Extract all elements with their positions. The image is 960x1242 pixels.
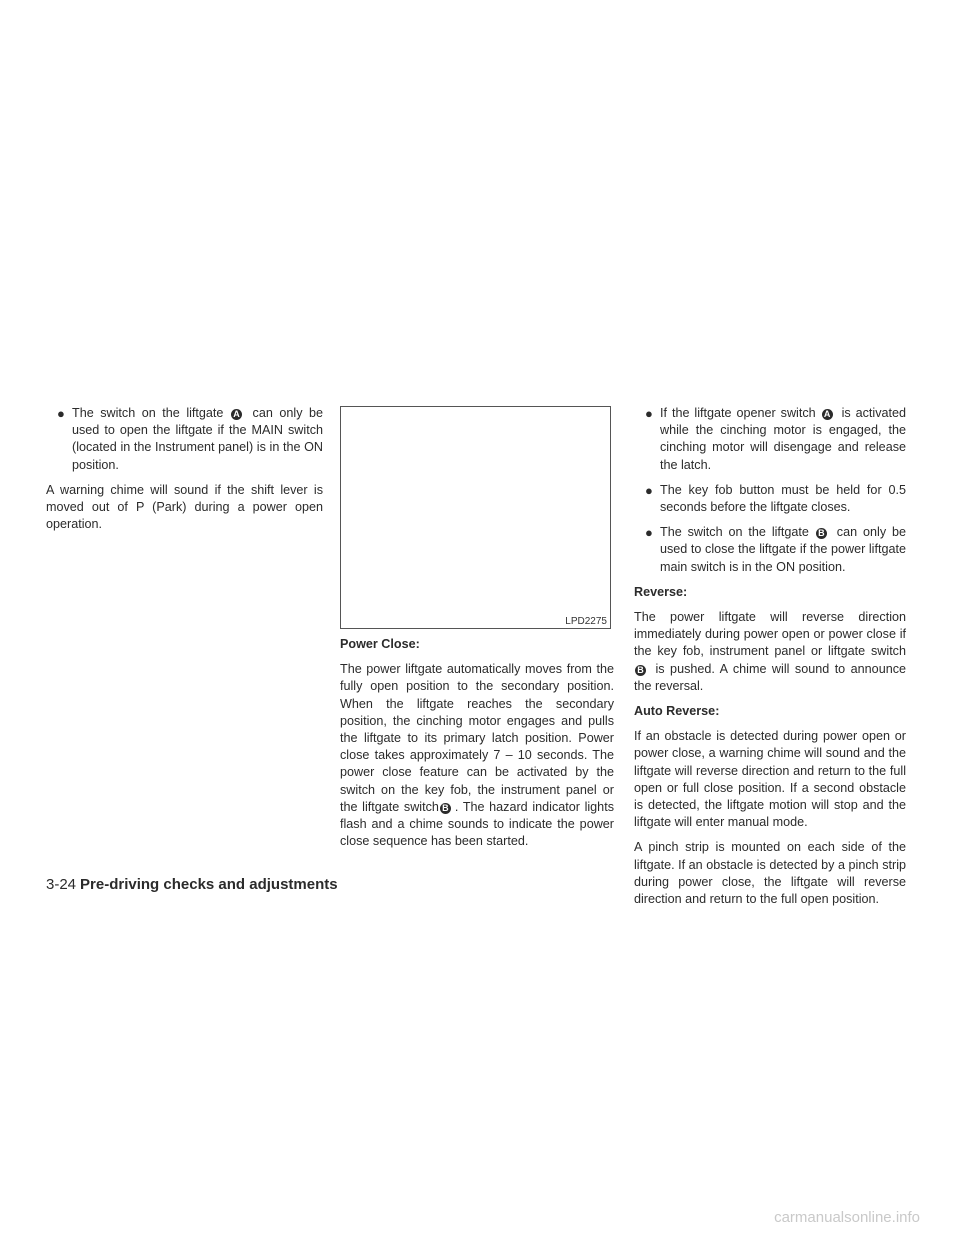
bullet-text: The switch on the liftgate — [660, 525, 809, 540]
paragraph-text: The power liftgate automatically moves from the fully open position to the secondary position. When the liftgate reaches the secondary position, the cinching motor engages and pulls the liftgate to its primary latch position. Power close takes approximately 7 – 10 seconds. The power close feature can be activated by the switch on the key fob, the instrument panel or the liftgate switch — [340, 662, 614, 814]
bullet-item — [634, 482, 906, 516]
bullet-dot-icon: ● — [645, 406, 653, 421]
column-2 — [340, 636, 614, 858]
bullet-item — [46, 405, 323, 474]
callout-badge: B — [635, 665, 646, 676]
paragraph: A warning chime will sound if the shift lever is moved out of P (Park) during a power open operation. — [46, 482, 323, 532]
bullet-dot-icon: ● — [57, 406, 65, 421]
column-3 — [634, 405, 906, 916]
page-footer — [46, 876, 338, 893]
section-heading: Power Close: — [340, 637, 420, 651]
callout-badge: A — [822, 409, 833, 420]
bullet-dot-icon: ● — [645, 525, 653, 541]
callout-badge: A — [231, 409, 242, 420]
column-1 — [46, 405, 323, 541]
paragraph: If an obstacle is detected during power open or power close, a warning chime will sound and the liftgate will reverse direction and return to the full open or full close position. If a second obstacle is detected, the liftgate motion will stop and the liftgate will enter manual mode. — [634, 729, 906, 830]
bullet-text: The switch on the liftgate — [72, 406, 224, 420]
bullet-text: is activated while the cinching motor is engaged, the cinching motor will disengage and release the latch. — [660, 406, 907, 472]
paragraph-text: is pushed. A chime will sound to announce the reversal. — [634, 661, 906, 693]
bullet-text: can only be used to open the liftgate if the MAIN switch (located in the Instrument panel) is in the ON position. — [72, 406, 324, 472]
paragraph: A pinch strip is mounted on each side of the liftgate. If an obstacle is detected by a pinch strip during power close, the liftgate will reverse direction and return to the full open position. — [634, 840, 906, 907]
callout-badge: B — [816, 528, 827, 539]
paragraph-text: The power liftgate will reverse direction immediately during power open or power close if the key fob, instrument panel or liftgate switch — [634, 610, 906, 659]
bullet-item — [634, 524, 906, 576]
section-title: Pre-driving checks and adjustments — [80, 876, 338, 893]
bullet-text: The key fob button must be held for 0.5 seconds before the liftgate closes. — [660, 482, 906, 515]
section-heading: Reverse: — [634, 584, 688, 599]
figure-code: LPD2275 — [565, 616, 607, 627]
section-heading: Auto Reverse: — [634, 704, 720, 719]
watermark: carmanualsonline.info — [774, 1209, 920, 1226]
bullet-text: If the liftgate opener switch — [660, 406, 816, 420]
bullet-item — [634, 405, 906, 474]
paragraph-text: . The hazard indicator lights flash and a chime sounds to indicate the power close sequence has been started. — [340, 799, 614, 849]
paragraph — [634, 609, 906, 695]
bullet-text: can only be used to close the liftgate if the power liftgate main switch is in the ON position. — [660, 525, 907, 574]
callout-badge: B — [440, 803, 451, 814]
figure-illustration — [340, 406, 611, 629]
page-number: 3-24 — [46, 876, 77, 893]
paragraph — [340, 661, 614, 850]
bullet-dot-icon: ● — [645, 482, 653, 498]
